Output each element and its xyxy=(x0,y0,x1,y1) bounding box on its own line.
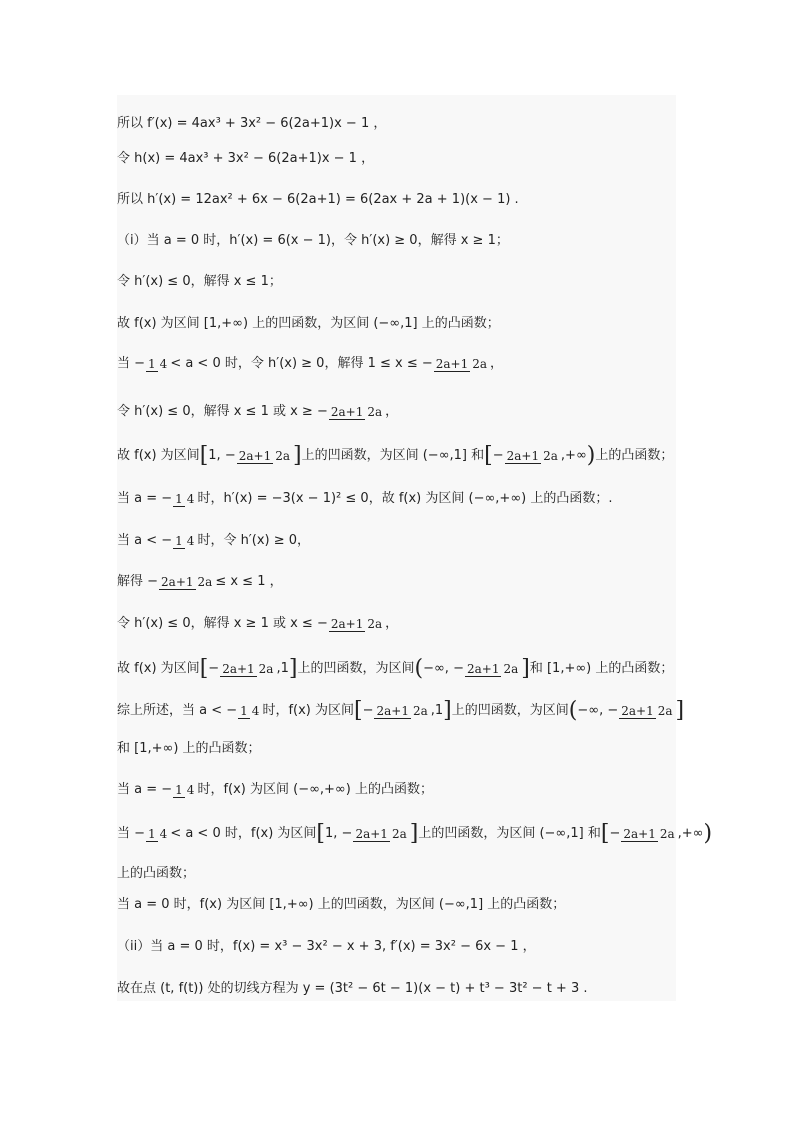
solution-line xyxy=(117,191,519,209)
fraction xyxy=(353,827,408,842)
line-text: （ii）当 a = 0 时，f(x) = x³ − 3x² − x + 3, f′(x) = 3x² − 6x − 1 ， xyxy=(117,939,536,954)
line-text: < a < 0 时，令 h′(x) ≥ 0，解得 1 ≤ x ≤ − xyxy=(170,356,433,371)
fraction xyxy=(146,357,169,372)
line-text: 令 h′(x) ≤ 0，解得 x ≥ 1 或 x ≤ − xyxy=(117,616,328,631)
solution-line xyxy=(117,115,386,133)
bracket: ] xyxy=(521,656,530,681)
fraction xyxy=(159,575,214,590)
fraction-denominator: 2a xyxy=(412,703,428,718)
solution-line xyxy=(117,938,536,956)
fraction xyxy=(329,617,384,632)
fraction-denominator: 4 xyxy=(251,703,260,718)
bracket: ( xyxy=(568,698,578,723)
line-text: 时，令 h′(x) ≥ 0， xyxy=(197,533,311,548)
line-text: ,1 xyxy=(276,661,289,676)
fraction-denominator: 2a xyxy=(391,826,407,841)
line-text: < a < 0 时，f(x) 为区间 xyxy=(170,826,317,841)
line-text: 上的凹函数，为区间 (−∞,1] 和 xyxy=(418,826,601,841)
line-text: 上的凹函数，为区间 xyxy=(451,703,569,718)
fraction-numerator: 2a+1 xyxy=(435,356,469,371)
line-text: − xyxy=(492,448,504,463)
fraction-numerator: 2a+1 xyxy=(161,574,194,589)
fraction-numerator: 2a+1 xyxy=(621,703,654,718)
fraction-denominator: 4 xyxy=(186,491,195,506)
fraction xyxy=(374,704,429,719)
bracket: [ xyxy=(316,821,326,846)
solution-line xyxy=(117,573,283,591)
bracket: [ xyxy=(199,656,209,681)
fraction-numerator: 1 xyxy=(148,826,156,841)
bracket: [ xyxy=(484,443,493,468)
fraction xyxy=(237,449,292,464)
fraction-numerator: 2a+1 xyxy=(623,826,656,841)
fraction-numerator: 2a+1 xyxy=(238,448,272,463)
fraction-denominator: 2a xyxy=(258,661,274,676)
fraction-numerator: 2a+1 xyxy=(506,448,540,463)
solution-line xyxy=(117,823,712,845)
solution-line xyxy=(117,315,500,333)
fraction-numerator: 2a+1 xyxy=(466,661,500,676)
line-text: ， xyxy=(385,616,399,631)
line-text: 故 f(x) 为区间 xyxy=(117,448,200,463)
solution-line xyxy=(117,896,565,914)
line-text: 所以 h′(x) = 12ax² + 6x − 6(2a+1) = 6(2ax + 2a + 1)(x − 1) . xyxy=(117,192,519,207)
line-text: 上的凸函数； xyxy=(117,866,196,881)
bracket: ] xyxy=(443,698,452,723)
fraction-denominator: 4 xyxy=(186,533,195,548)
fraction xyxy=(173,783,196,798)
fraction-numerator: 1 xyxy=(175,491,183,506)
line-text: 当 a = 0 时，f(x) 为区间 [1,+∞) 上的凹函数，为区间 (−∞,1] 上的凸函数； xyxy=(117,897,566,912)
fraction xyxy=(621,827,676,842)
fraction xyxy=(238,704,261,719)
fraction-denominator: 4 xyxy=(159,826,168,841)
bracket: [ xyxy=(600,821,610,846)
fraction-numerator: 1 xyxy=(175,782,183,797)
fraction-numerator: 1 xyxy=(175,533,183,548)
fraction-denominator: 2a xyxy=(659,826,675,841)
solution-line xyxy=(117,532,310,550)
fraction-numerator: 2a+1 xyxy=(222,661,255,676)
line-text: 所以 f′(x) = 4ax³ + 3x² − 6(2a+1)x − 1 ， xyxy=(117,116,387,131)
line-text: 1, − xyxy=(208,448,236,463)
bracket: ] xyxy=(675,698,685,723)
line-text: 上的凸函数； xyxy=(595,448,674,463)
line-text: −∞, − xyxy=(423,661,464,676)
bracket: ] xyxy=(409,821,419,846)
line-text: 令 h(x) = 4ax³ + 3x² − 6(2a+1)x − 1 ， xyxy=(117,151,375,166)
line-text: − xyxy=(362,703,374,718)
solution-line xyxy=(117,865,195,883)
solution-line xyxy=(117,740,261,758)
fraction xyxy=(619,704,674,719)
bracket: [ xyxy=(199,443,209,468)
solution-line xyxy=(117,403,398,421)
fraction-denominator: 2a xyxy=(503,661,519,676)
fraction-denominator: 2a xyxy=(197,574,213,589)
solution-panel xyxy=(117,95,713,1001)
line-text: ， xyxy=(490,356,504,371)
fraction-numerator: 2a+1 xyxy=(355,826,388,841)
line-text: 时，f(x) 为区间 (−∞,+∞) 上的凸函数； xyxy=(197,782,433,797)
fraction-numerator: 2a+1 xyxy=(330,616,364,631)
fraction-denominator: 4 xyxy=(186,782,195,797)
line-text: 当 a = − xyxy=(117,782,173,797)
line-text: 和 [1,+∞) 上的凸函数； xyxy=(529,661,674,676)
fraction-numerator: 1 xyxy=(240,703,248,718)
solution-line xyxy=(117,658,673,680)
line-text: 当 − xyxy=(117,356,146,371)
solution-line xyxy=(117,445,673,467)
fraction xyxy=(173,492,196,507)
line-text: 解得 − xyxy=(117,574,159,589)
solution-line xyxy=(117,781,433,799)
line-text: ,+∞ xyxy=(677,826,704,841)
line-text: 时，f(x) 为区间 xyxy=(262,703,354,718)
line-text: −∞, − xyxy=(577,703,619,718)
line-text: ≤ x ≤ 1 ， xyxy=(215,574,283,589)
fraction-denominator: 2a xyxy=(657,703,673,718)
line-text: − xyxy=(609,826,621,841)
line-text: 1, − xyxy=(325,826,353,841)
line-text: ,1 xyxy=(430,703,444,718)
solution-line xyxy=(117,355,503,373)
line-text: ， xyxy=(385,404,399,419)
fraction xyxy=(505,449,560,464)
line-text: 故 f(x) 为区间 xyxy=(117,661,200,676)
line-text: 时，h′(x) = −3(x − 1)² ≤ 0，故 f(x) 为区间 (−∞,+∞) 上的凸函数；. xyxy=(197,491,613,506)
bracket: [ xyxy=(353,698,363,723)
fraction xyxy=(173,534,196,549)
fraction-denominator: 2a xyxy=(367,404,383,419)
solution-line xyxy=(117,232,509,250)
line-text: 令 h′(x) ≤ 0，解得 x ≤ 1 或 x ≥ − xyxy=(117,404,328,419)
bracket: ] xyxy=(293,443,302,468)
solution-line xyxy=(117,273,282,291)
bracket: ) xyxy=(703,821,713,846)
solution-line xyxy=(117,700,684,722)
line-text: − xyxy=(208,661,220,676)
fraction xyxy=(146,827,169,842)
fraction-denominator: 2a xyxy=(367,616,383,631)
fraction xyxy=(220,662,275,677)
fraction-denominator: 4 xyxy=(159,356,168,371)
line-text: 和 [1,+∞) 上的凸函数； xyxy=(117,741,261,756)
line-text: 当 a < − xyxy=(117,533,173,548)
solution-line xyxy=(117,615,398,633)
fraction-denominator: 2a xyxy=(275,448,290,463)
solution-line xyxy=(117,980,588,998)
fraction-numerator: 1 xyxy=(148,356,156,371)
solution-line xyxy=(117,490,613,508)
fraction xyxy=(465,662,520,677)
fraction-numerator: 2a+1 xyxy=(376,703,409,718)
line-text: 故在点 (t, f(t)) 处的切线方程为 y = (3t² − 6t − 1)(x − t) + t³ − 3t² − t + 3 . xyxy=(117,981,588,996)
fraction-numerator: 2a+1 xyxy=(330,404,364,419)
line-text: 令 h′(x) ≤ 0，解得 x ≤ 1； xyxy=(117,274,282,289)
line-text: （i）当 a = 0 时，h′(x) = 6(x − 1)，令 h′(x) ≥ 0，解得 x ≥ 1； xyxy=(117,233,509,248)
bracket: ( xyxy=(414,656,424,681)
fraction xyxy=(329,405,384,420)
line-text: ,+∞ xyxy=(560,448,587,463)
line-text: 当 − xyxy=(117,826,146,841)
bracket: ] xyxy=(288,656,298,681)
line-text: 综上所述，当 a < − xyxy=(117,703,238,718)
line-text: 故 f(x) 为区间 [1,+∞) 上的凹函数，为区间 (−∞,1] 上的凸函数； xyxy=(117,316,500,331)
fraction xyxy=(434,357,489,372)
fraction-denominator: 2a xyxy=(543,448,558,463)
bracket: ) xyxy=(586,443,596,468)
solution-line xyxy=(117,150,374,168)
line-text: 上的凹函数，为区间 (−∞,1] 和 xyxy=(301,448,485,463)
fraction-denominator: 2a xyxy=(472,356,488,371)
line-text: 上的凹函数，为区间 xyxy=(297,661,415,676)
line-text: 当 a = − xyxy=(117,491,173,506)
